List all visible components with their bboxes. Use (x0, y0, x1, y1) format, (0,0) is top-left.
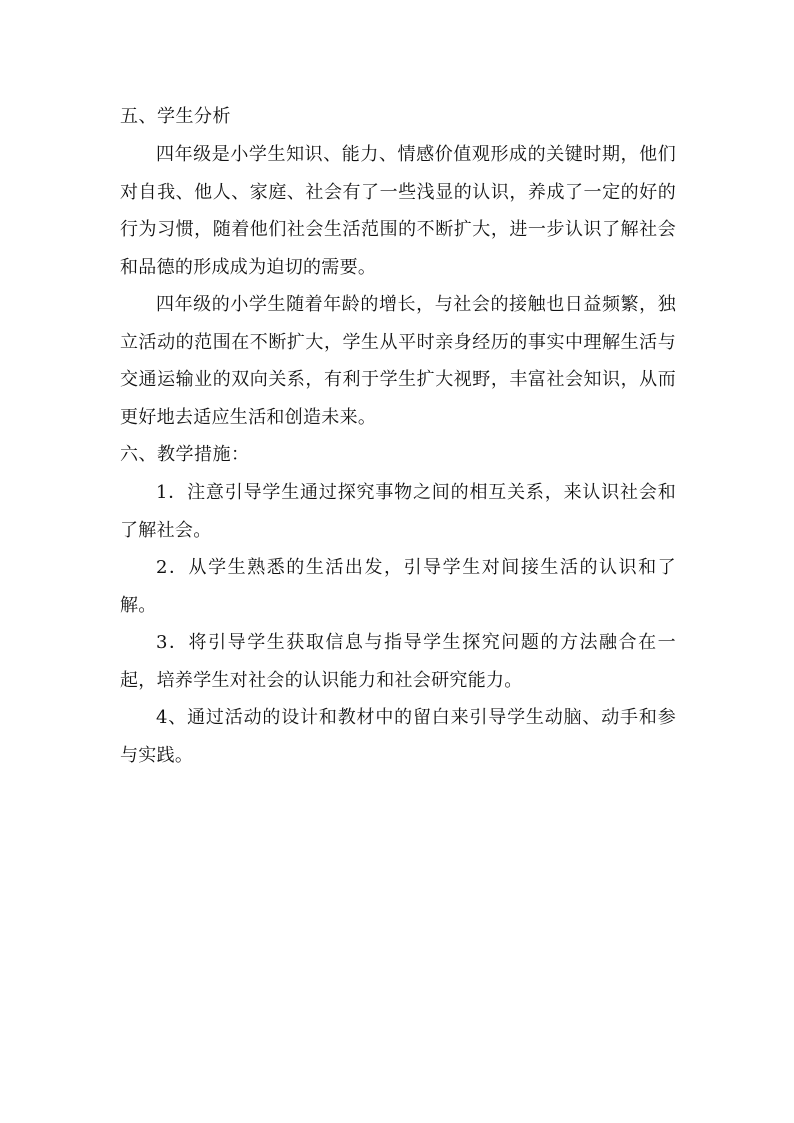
section-heading-teaching-measures: 六、教学措施： (120, 444, 250, 465)
document-body (120, 98, 676, 774)
paragraph-student-analysis-1: 四年级是小学生知识、能力、情感价值观形成的关键时期，他们对自我、他人、家庭、社会有了一些浅显的认识，养成了一定的好的行为习惯，随着他们社会生活范围的不断扩大，进一步认识了解社会和品德的形成成为迫切的需要。 (120, 144, 676, 278)
teaching-measure-item-3: 3．将引导学生获取信息与指导学生探究问题的方法融合在一起，培养学生对社会的认识能力和社会研究能力。 (120, 632, 676, 691)
section-heading-student-analysis: 五、学生分析 (120, 106, 231, 127)
teaching-measure-item-4: 4、通过活动的设计和教材中的留白来引导学生动脑、动手和参与实践。 (120, 707, 676, 766)
paragraph-student-analysis-2: 四年级的小学生随着年龄的增长，与社会的接触也日益频繁，独立活动的范围在不断扩大，学生从平时亲身经历的事实中理解生活与交通运输业的双向关系，有利于学生扩大视野，丰富社会知识，从而更好地去适应生活和创造未来。 (120, 294, 676, 428)
teaching-measure-item-2: 2．从学生熟悉的生活出发，引导学生对间接生活的认识和了解。 (120, 557, 676, 616)
teaching-measure-item-1: 1．注意引导学生通过探究事物之间的相互关系，来认识社会和了解社会。 (120, 482, 676, 541)
